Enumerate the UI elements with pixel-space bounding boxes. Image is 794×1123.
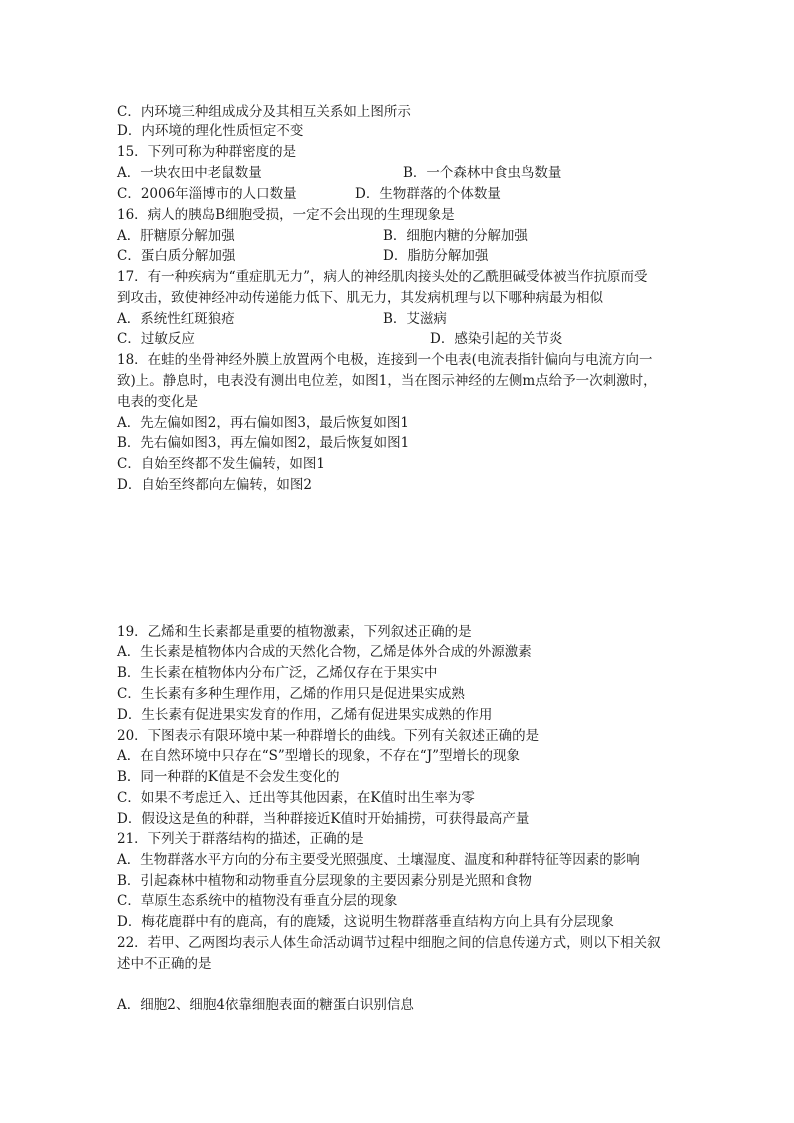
q22-stem-line-2: 述中不正确的是 (117, 956, 212, 972)
q18-stem-line-2: 致)上。静息时，电表没有测出电位差，如图1，当在图示神经的左侧m点给予一次刺激时， (117, 373, 657, 389)
q19-option-d: D．生长素有促进果实发育的作用，乙烯有促进果实成熟的作用 (117, 707, 493, 723)
q19-stem: 19．乙烯和生长素都是重要的植物激素，下列叙述正确的是 (117, 624, 472, 640)
q19-option-c: C．生长素有多种生理作用，乙烯的作用只是促进果实成熟 (117, 686, 465, 702)
q20-option-a: A．在自然环境中只存在“S”型增长的现象，不存在“J”型增长的现象 (117, 748, 521, 764)
q20-stem: 20．下图表示有限环境中某一种群增长的曲线。下列有关叙述正确的是 (117, 728, 540, 744)
q18-stem-line-3: 电表的变化是 (117, 394, 198, 410)
q20-option-c: C．如果不考虑迁入、迁出等其他因素，在K值时出生率为零 (117, 790, 475, 806)
q20-option-d: D．假设这是鱼的种群，当种群接近K值时开始捕捞，可获得最高产量 (117, 811, 530, 827)
q17-option-b: B．艾滋病 (383, 311, 447, 327)
q21-option-b: B．引起森林中植物和动物垂直分层现象的主要因素分别是光照和食物 (117, 873, 532, 889)
q15-option-a: A．一块农田中老鼠数量 (117, 165, 262, 181)
q17-option-d: D．感染引起的关节炎 (430, 331, 563, 347)
q22-stem-line-1: 22．若甲、乙两图均表示人体生命活动调节过程中细胞之间的信息传递方式，则以下相关叙 (117, 935, 661, 951)
q20-option-b: B．同一种群的K值是不会发生变化的 (117, 769, 340, 785)
q21-stem: 21．下列关于群落结构的描述，正确的是 (117, 831, 364, 847)
q17-option-c: C．过敏反应 (117, 331, 195, 347)
q18-option-a: A．先左偏如图2，再右偏如图3，最后恢复如图1 (117, 415, 410, 431)
q18-option-d: D．自始至终都向左偏转，如图2 (117, 477, 312, 493)
q18-option-c: C．自始至终都不发生偏转，如图1 (117, 456, 325, 472)
q16-option-c: C．蛋白质分解加强 (117, 248, 236, 264)
q21-option-a: A．生物群落水平方向的分布主要受光照强度、土壤湿度、温度和种群特征等因素的影响 (117, 852, 640, 868)
q18-option-b: B．先右偏如图3，再左偏如图2，最后恢复如图1 (117, 435, 410, 451)
q19-option-a: A．生长素是植物体内合成的天然化合物，乙烯是体外合成的外源激素 (117, 644, 532, 660)
q22-option-a: A．细胞2、细胞4依靠细胞表面的糖蛋白识别信息 (117, 997, 414, 1013)
q19-option-b: B．生长素在植物体内分布广泛，乙烯仅存在于果实中 (117, 665, 438, 681)
q17-option-a: A．系统性红斑狼疮 (117, 311, 235, 327)
q15-option-b: B．一个森林中食虫鸟数量 (403, 165, 562, 181)
q18-stem-line-1: 18．在蛙的坐骨神经外膜上放置两个电极，连接到一个电表(电流表指针偏向与电流方向一 (117, 352, 653, 368)
q14-option-d: D．内环境的理化性质恒定不变 (117, 123, 304, 139)
q15-option-d: D．生物群落的个体数量 (355, 186, 501, 202)
q15-option-c: C．2006年淄博市的人口数量 (117, 186, 297, 202)
q21-option-d: D．梅花鹿群中有的鹿高，有的鹿矮，这说明生物群落垂直结构方向上具有分层现象 (117, 914, 614, 930)
q16-stem: 16．病人的胰岛B细胞受损，一定不会出现的生理现象是 (117, 207, 455, 223)
q17-stem-line-1: 17．有一种疾病为“重症肌无力”，病人的神经肌肉接头处的乙酰胆碱受体被当作抗原而受 (117, 269, 648, 285)
q21-option-c: C．草原生态系统中的植物没有垂直分层的现象 (117, 893, 398, 909)
q17-stem-line-2: 到攻击，致使神经冲动传递能力低下、肌无力，其发病机理与以下哪种病最为相似 (117, 290, 603, 306)
q16-option-b: B．细胞内糖的分解加强 (383, 228, 528, 244)
q15-stem: 15．下列可称为种群密度的是 (117, 144, 297, 160)
q16-option-a: A．肝糖原分解加强 (117, 228, 235, 244)
q16-option-d: D．脂肪分解加强 (383, 248, 489, 264)
q14-option-c: C．内环境三种组成成分及其相互关系如上图所示 (117, 104, 411, 120)
